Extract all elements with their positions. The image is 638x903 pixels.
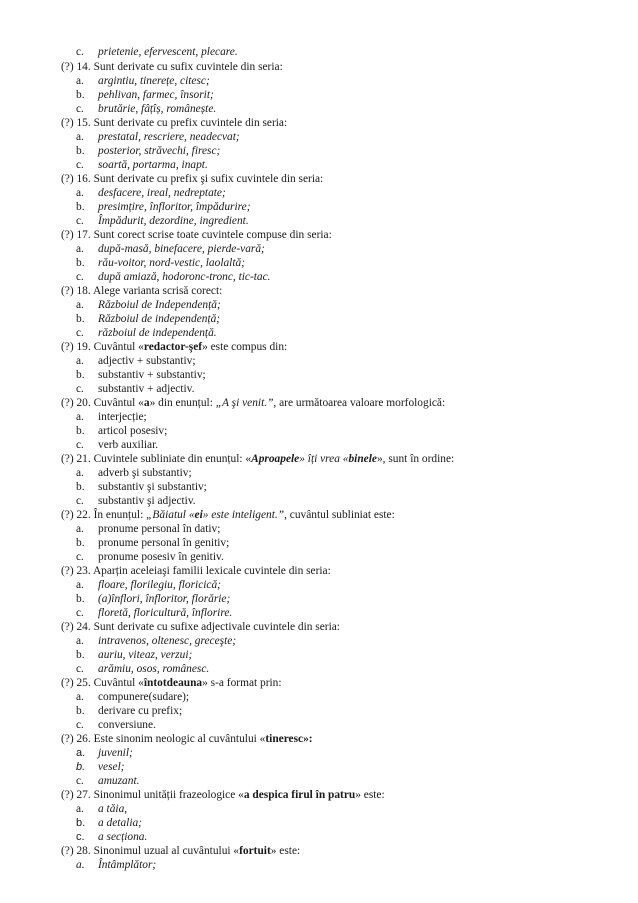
q26-option-b: b. vesel; [76, 761, 125, 773]
q17-option-c: c. după amiază, hodoronc-tronc, tic-tac. [76, 271, 271, 283]
q24-option-b: b. auriu, viteaz, verzui; [76, 649, 193, 661]
q24-option-c: c. arămiu, osos, românesc. [76, 663, 210, 675]
q17-option-b: b. rău-voitor, nord-vestic, laolaltă; [76, 257, 246, 269]
q28-question: (?) 28. Sinonimul uzual al cuvântului «fortuit» este: [61, 845, 301, 857]
q21-option-a: a. adverb şi substantiv; [76, 467, 192, 479]
q22-option-c: c. pronume posesiv în genitiv. [76, 551, 224, 563]
q19-option-c: c. substantiv + adjectiv. [76, 383, 195, 395]
q26-option-c: c. amuzant. [76, 775, 140, 787]
q15-option-c: c. soartă, portarma, inapt. [76, 159, 208, 171]
q20-option-c: c. verb auxiliar. [76, 439, 159, 451]
q20-option-a: a. interjecție; [76, 411, 147, 423]
q14-option-a: a. argintiu, tinerețe, citesc; [76, 75, 210, 87]
q25-option-a: a. compunere(sudare); [76, 691, 190, 703]
q22-question: (?) 22. În enunțul: „Băiatul «ei» este inteligent.”, cuvântul subliniat este: [61, 509, 395, 521]
q27-question: (?) 27. Sinonimul unității frazeologice «a despica firul în patru» este: [61, 789, 385, 801]
q21-question: (?) 21. Cuvintele subliniate din enunțul: «Aproapele» îți vrea «binele», sunt în ordine: [61, 453, 455, 465]
q14-option-c: c. brutărie, fâțîș, românește. [76, 103, 217, 115]
q19-option-a: a. adjectiv + substantiv; [76, 355, 196, 367]
q18-option-b: b. Războiul de independență; [76, 313, 221, 325]
q28-option-a: a. Întâmplător; [76, 859, 157, 871]
q25-option-c: c. conversiune. [76, 719, 156, 731]
q25-option-b: b. derivare cu prefix; [76, 705, 183, 717]
q14-option-b: b. pehlivan, farmec, însorit; [76, 89, 214, 101]
q13-option-c: c. prietenie, efervescent, plecare. [76, 46, 238, 58]
q15-option-b: b. posterior, străvechi, firesc; [76, 145, 221, 157]
q17-option-a: a. după-masă, binefacere, pierde-vară; [76, 243, 265, 255]
q16-option-a: a. desfacere, ireal, nedreptate; [76, 187, 226, 199]
q24-option-a: a. intravenos, oltenesc, greceşte; [76, 635, 237, 647]
q27-option-c: c. a secționa. [76, 831, 148, 843]
q22-option-b: b. pronume personal în genitiv; [76, 537, 230, 549]
q20-option-b: b. articol posesiv; [76, 425, 168, 437]
q25-question: (?) 25. Cuvântul «întotdeauna» s-a format prin: [61, 677, 282, 689]
q20-question: (?) 20. Cuvântul «a» din enunțul: „A şi venit.”, are următoarea valoare morfologică: [61, 397, 446, 409]
q18-option-c: c. războiul de independență. [76, 327, 217, 339]
q27-option-a: a. a tăia, [76, 803, 128, 815]
q27-option-b: b. a detalia; [76, 817, 142, 829]
q23-option-b: b. (a)înflori, înfloritor, florărie; [76, 593, 231, 605]
q24-question: (?) 24. Sunt derivate cu sufixe adjectivale cuvintele din seria: [61, 621, 340, 633]
q23-option-c: c. floretă, floricultură, înflorire. [76, 607, 233, 619]
q26-option-a: a. juvenil; [76, 747, 133, 759]
q15-option-a: a. prestatal, rescriere, neadecvat; [76, 131, 240, 143]
q23-question: (?) 23. Aparțin aceleiaşi familii lexicale cuvintele din seria: [61, 565, 331, 577]
q18-question: (?) 18. Alege varianta scrisă corect: [61, 285, 223, 297]
q15-question: (?) 15. Sunt derivate cu prefix cuvintele din seria: [61, 117, 288, 129]
q23-option-a: a. floare, florilegiu, floricică; [76, 579, 221, 591]
q19-question: (?) 19. Cuvântul «redactor-şef» este compus din: [61, 341, 288, 353]
q17-question: (?) 17. Sunt corect scrise toate cuvintele compuse din seria: [61, 229, 332, 241]
q16-question: (?) 16. Sunt derivate cu prefix şi sufix cuvintele din seria: [61, 173, 324, 185]
q22-option-a: a. pronume personal în dativ; [76, 523, 221, 535]
q21-option-b: b. substantiv şi substantiv; [76, 481, 207, 493]
q19-option-b: b. substantiv + substantiv; [76, 369, 206, 381]
q21-option-c: c. substantiv şi adjectiv. [76, 495, 196, 507]
q16-option-b: b. presimțire, înfloritor, împădurire; [76, 201, 251, 213]
q14-question: (?) 14. Sunt derivate cu sufix cuvintele din seria: [61, 61, 283, 73]
q16-option-c: c. Împădurit, dezordine, ingredient. [76, 215, 249, 227]
q18-option-a: a. Războiul de Independență; [76, 299, 221, 311]
q26-question: (?) 26. Este sinonim neologic al cuvântului «tineresc»: [61, 733, 313, 745]
